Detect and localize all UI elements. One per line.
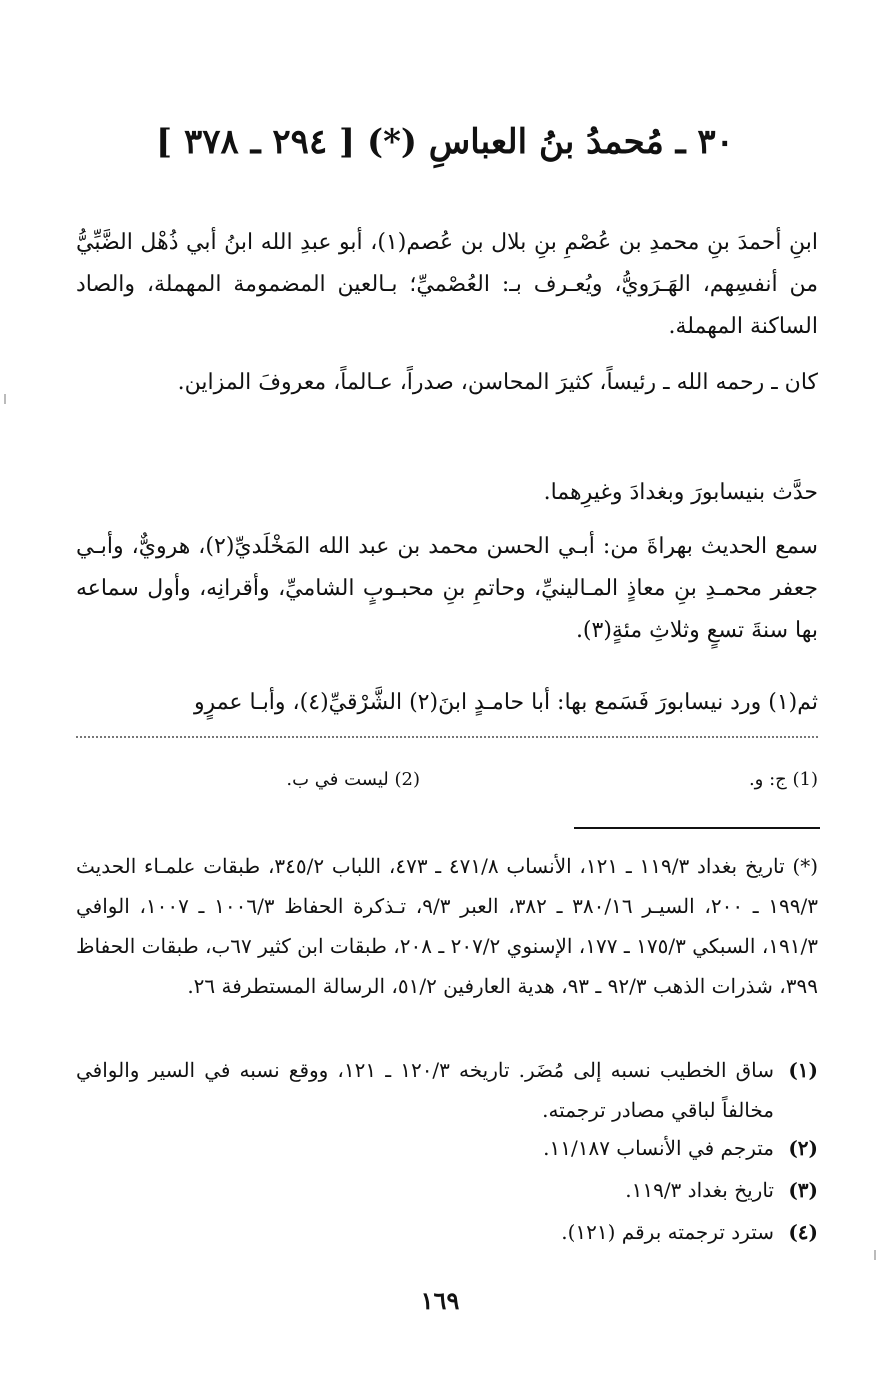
footnote-number: (١) bbox=[788, 1058, 818, 1082]
paragraph-description: كان ـ رحمه الله ـ رئيساً، كثيرَ المحاسن، صدراً، عـالماً، معروفَ المزاين. bbox=[177, 370, 818, 395]
footnote-number: (٣) bbox=[788, 1178, 818, 1202]
footnote-sources: (*) تاريخ بغداد ١١٩/٣ ـ ١٢١، الأنساب ٤٧١/٨ ـ ٤٧٣، اللباب ٣٤٥/٢، طبقات علمـاء الحديث ١٩٩/٣ ـ ٢٠٠، السيـر ٣٨٠/١٦ ـ ٣٨٢، العبر ٩/٣، تـذكرة الحفاظ ١٠٠٦/٣ ـ ١٠٠٧، الوافي ١٩١/٣، السبكي ١٧٥/٣ ـ ١٧٧، الإسنوي ٢٠٧/٢ ـ ٢٠٨، طبقات ابن كثير ٦٧ب، طبقات الحفاظ ٣٩٩، شذرات الذهب ٩٢/٣ ـ ٩٣، هدية العارفين ٥١/٢، الرسالة المستطرفة ٢٦. bbox=[76, 854, 819, 998]
paragraph-nishapur: ثم(١) ورد نيسابورَ فَسَمع بها: أبا حامـدٍ ابنَ(٢) الشَّرْقيِّ(٤)، وأبـا عمرٍو bbox=[193, 690, 818, 715]
footnote-number: (٢) bbox=[788, 1136, 818, 1160]
footnote-text: سترد ترجمته برقم (١٢١). bbox=[561, 1220, 774, 1244]
paragraph-narrated: حدَّث بنيسابورَ وبغدادَ وغيرِهما. bbox=[543, 480, 818, 505]
footnote-2 bbox=[76, 1128, 818, 1168]
footnote-text: مترجم في الأنساب ١١/١٨٧. bbox=[543, 1136, 774, 1160]
footnote-number: (٤) bbox=[788, 1220, 818, 1244]
dotted-separator bbox=[76, 736, 818, 738]
page-number: ١٦٩ bbox=[420, 1286, 460, 1315]
entry-title: ٣٠ ـ مُحمدُ بنُ العباسِ (*) [ ٢٩٤ ـ ٣٧٨ ] bbox=[156, 122, 734, 162]
paragraph-lineage: ابنِ أحمدَ بنِ محمدِ بن عُصْمِ بنِ بلال بن عُصم(١)، أبو عبدِ الله ابنُ أبي ذُهْل الضَّبِّيُّ من أنفسِهم، الهَـرَويُّ، ويُعـرف بـ: العُصْميِّ؛ بـالعين المضمومة المهملة، والصاد الساكنة المهملة. bbox=[76, 230, 818, 339]
paragraph-teachers: سمع الحديث بهراةَ من: أبـي الحسن محمد بن عبد الله المَخْلَديِّ(٢)، هرويٌّ، وأبـي جعفر محمـدِ بنِ معاذٍ المـالينيِّ، وحاتمِ بنِ محبـوبٍ الشاميِّ، وأقرانِه، وأول سماعه بها سنةَ تسعٍ وثلاثِ مئةٍ(٣). bbox=[76, 534, 818, 643]
variant-note-1: (1) ج: و. bbox=[748, 769, 818, 790]
footnote-text: تاريخ بغداد ١١٩/٣. bbox=[625, 1178, 774, 1202]
variant-note-2: (2) ليست في ب. bbox=[286, 769, 420, 790]
scan-edge-mark bbox=[4, 394, 6, 404]
footnote-3 bbox=[76, 1170, 818, 1210]
footnote-rule bbox=[574, 827, 820, 829]
footnote-1 bbox=[76, 1050, 818, 1130]
scan-edge-mark bbox=[874, 1250, 876, 1260]
footnote-text: ساق الخطيب نسبه إلى مُضَر. تاريخه ١٢٠/٣ ـ ١٢١، ووقع نسبه في السير والوافي مخالفاً لباقي مصادر ترجمته. bbox=[76, 1058, 775, 1122]
footnote-4 bbox=[76, 1212, 818, 1252]
